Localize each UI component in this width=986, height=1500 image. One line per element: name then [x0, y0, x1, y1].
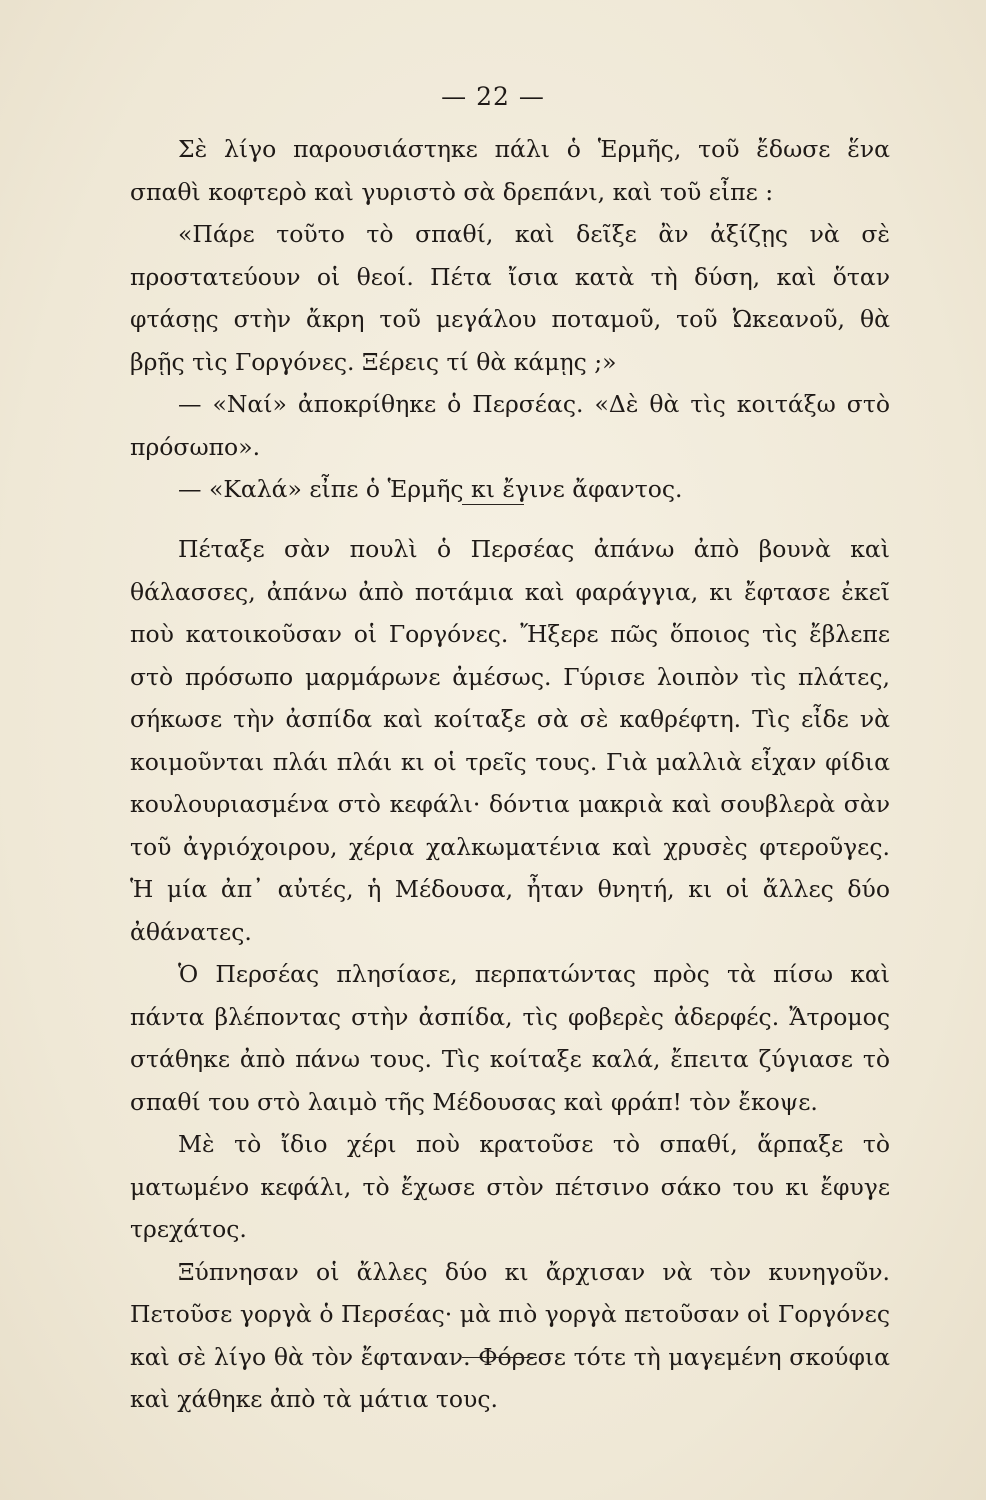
paragraph: — «Καλά» εἶπε ὁ Ἑρμῆς κι ἔγινε ἄφαντος.	[178, 475, 683, 503]
page-number: — 22 —	[441, 82, 545, 111]
end-divider	[462, 1357, 537, 1358]
paragraph: Πέταξε σὰν πουλὶ ὁ Περσέας ἀπάνω ἀπὸ βουνὰ καὶ θάλασσες, ἀπάνω ἀπὸ ποτάμια καὶ φαράγγια, κι ἔφτασε ἐκεῖ ποὺ κατοικοῦσαν οἱ Γοργόνες. Ἤξερε πῶς ὅποιος τὶς ἔβλεπε στὸ πρόσωπο μαρμάρωνε ἀμέσως. Γύρισε λοιπὸν τὶς πλάτες, σήκωσε τὴν ἀσπίδα καὶ κοίταξε σὰ σὲ καθρέφτη. Τὶς εἶδε νὰ κοιμοῦνται πλάι πλάι κι οἱ τρεῖς τους. Γιὰ μαλλιὰ εἶχαν φίδια κουλουριασμένα στὸ κεφάλι· δόντια μακριὰ καὶ σουβλερὰ σὰν τοῦ ἀγριόχοιρου, χέρια χαλκωματένια καὶ χρυσὲς φτεροῦγες. Ἡ μία ἀπ᾽ αὐτές, ἡ Μέδουσα, ἦταν θνητή, κι οἱ ἄλλες δύο ἀθάνατες.	[130, 535, 890, 946]
paragraph: — «Ναί» ἀποκρίθηκε ὁ Περσέας. «Δὲ θὰ τὶς κοιτάξω στὸ πρόσωπο».	[130, 390, 890, 461]
section-hermes-dialogue	[130, 128, 890, 511]
paragraph: Ξύπνησαν οἱ ἄλλες δύο κι ἄρχισαν νὰ τὸν κυνηγοῦν. Πετοῦσε γοργὰ ὁ Περσέας· μὰ πιὸ γοργὰ πετοῦσαν οἱ Γοργόνες καὶ σὲ λίγο θὰ τὸν ἔφταναν. Φόρεσε τότε τὴ μαγεμένη σκούφια καὶ χάθηκε ἀπὸ τὰ μάτια τους.	[130, 1257, 890, 1413]
section-gorgons	[130, 528, 890, 1421]
paragraph: Ὁ Περσέας πλησίασε, περπατώντας πρὸς τὰ πίσω καὶ πάντα βλέποντας στὴν ἀσπίδα, τὶς φοβερὲς ἀδερφές. Ἄτρομος στάθηκε ἀπὸ πάνω τους. Τὶς κοίταξε καλά, ἔπειτα ζύγιασε τὸ σπαθί του στὸ λαιμὸ τῆς Μέδουσας καὶ φράπ! τὸν ἔκοψε.	[130, 960, 890, 1116]
section-divider	[462, 504, 524, 505]
paragraph: «Πάρε τοῦτο τὸ σπαθί, καὶ δεῖξε ἂν ἀξίζῃς νὰ σὲ προστατεύουν οἱ θεοί. Πέτα ἴσια κατὰ τὴ δύση, καὶ ὅταν φτάσῃς στὴν ἄκρη τοῦ μεγάλου ποταμοῦ, τοῦ Ὠκεανοῦ, θὰ βρῇς τὶς Γοργόνες. Ξέρεις τί θὰ κάμῃς ;»	[130, 220, 890, 376]
paragraph: Σὲ λίγο παρουσιάστηκε πάλι ὁ Ἑρμῆς, τοῦ ἔδωσε ἕνα σπαθὶ κοφτερὸ καὶ γυριστὸ σὰ δρεπάνι, καὶ τοῦ εἶπε :	[130, 135, 890, 206]
paragraph: Μὲ τὸ ἴδιο χέρι ποὺ κρατοῦσε τὸ σπαθί, ἅρπαξε τὸ ματωμένο κεφάλι, τὸ ἔχωσε στὸν πέτσινο σάκο του κι ἔφυγε τρεχάτος.	[130, 1130, 890, 1243]
